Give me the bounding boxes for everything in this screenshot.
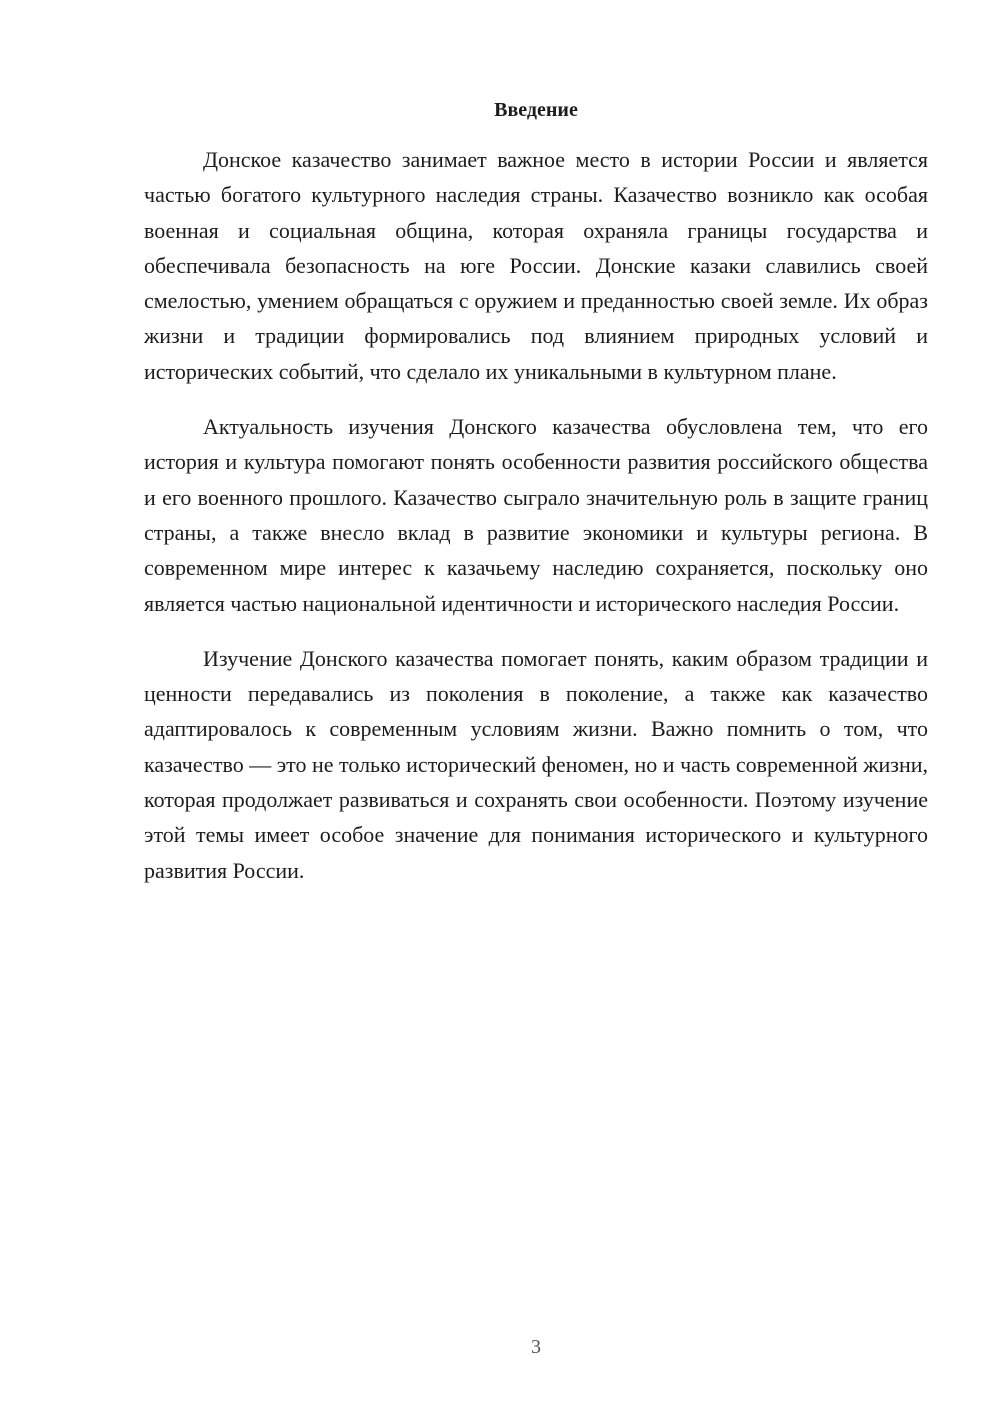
body-text (144, 142, 928, 888)
page-title: Введение (494, 99, 578, 121)
paragraph-3: Изучение Донского казачества помогает понять, каким образом традиции и ценности передавались из поколения в поколение, а также как казачество адаптировалось к современным условиям жизни. Важно помнить о том, что казачество — это не только исторический феномен, но и часть современной жизни, которая продолжает развиваться и сохранять свои особенности. Поэтому изучение этой темы имеет особое значение для понимания исторического и культурного развития России. (144, 645, 928, 883)
paragraph-2: Актуальность изучения Донского казачества обусловлена тем, что его история и культура помогают понять особенности развития российского общества и его военного прошлого. Казачество сыграло значительную роль в защите границ страны, а также внесло вклад в развитие экономики и культуры региона. В современном мире интерес к казачьему наследию сохраняется, поскольку оно является частью национальной идентичности и исторического наследия России. (144, 414, 928, 616)
page-number: 3 (531, 1336, 541, 1358)
paragraph-1: Донское казачество занимает важное место в истории России и является частью богатого культурного наследия страны. Казачество возникло как особая военная и социальная община, которая охраняла границы государства и обеспечивала безопасность на юге России. Донские казаки славились своей смелостью, умением обращаться с оружием и преданностью своей земле. Их образ жизни и традиции формировались под влиянием природных условий и исторических событий, что сделало их уникальными в культурном плане. (144, 147, 928, 384)
